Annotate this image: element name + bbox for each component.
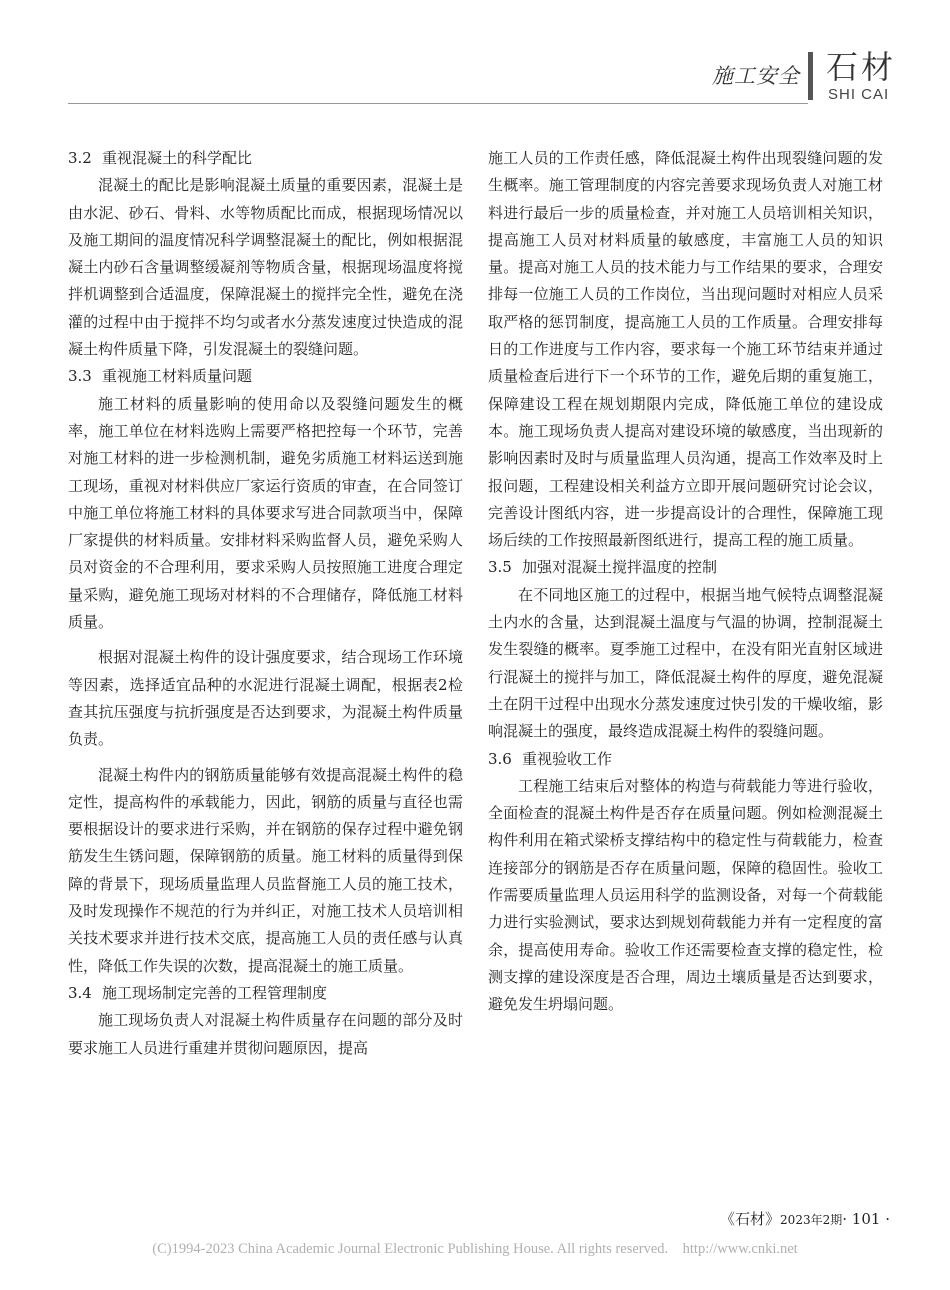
header-divider: [808, 52, 813, 100]
footer-journal: 《石材》: [720, 1210, 781, 1228]
page-footer: [720, 1208, 890, 1229]
right-column: [488, 145, 883, 1019]
header-rule: [68, 103, 808, 104]
copyright-line: (C)1994-2023 China Academic Journal Electronic Publishing House. All rights reserved. http://www.cnki.net: [152, 1241, 798, 1257]
paragraph: 施工现场负责人对混凝土构件质量存在问题的部分及时要求施工人员进行重建并贯彻问题原因，提高: [68, 1011, 463, 1057]
section-title: 施工安全: [712, 64, 800, 88]
journal-name-en: SHI CAI: [828, 86, 890, 103]
section-heading-3-3: 3.3 重视施工材料质量问题: [68, 367, 253, 386]
paragraph: 施工材料的质量影响的使用命以及裂缝问题发生的概率，施工单位在材料选购上需要严格把控每一个环节，完善对施工材料的进一步检测机制，避免劣质施工材料运送到施工现场，重视对材料供应厂家运行资质的审查，在合同签订中施工单位将施工材料的具体要求写进合同款项当中，保障厂家提供的材料质量。安排材料采购监督人员，避免采购人员对资金的不合理利用，要求采购人员按照施工进度合理定量采购，避免施工现场对材料的不合理储存，降低施工材料质量。: [68, 394, 463, 632]
paragraph: 根据对混凝土构件的设计强度要求，结合现场工作环境等因素，选择适宜品种的水泥进行混凝土调配，根据表2检查其抗压强度与抗折强度是否达到要求，为混凝土构件质量负责。: [68, 648, 463, 749]
left-column: [68, 145, 463, 1062]
section-heading-3-4: 3.4 施工现场制定完善的工程管理制度: [68, 983, 328, 1002]
journal-name-cn: 石材: [826, 48, 897, 86]
footer-dot: ·: [842, 1210, 848, 1228]
paragraph: 工程施工结束后对整体的构造与荷载能力等进行验收，全面检查的混凝土构件是否存在质量问题。例如检测混凝土构件利用在箱式梁桥支撑结构中的稳定性与荷载能力，检查连接部分的钢筋是否存在质量问题，保障的稳固性。验收工作需要质量监理人员运用科学的监测设备，对每一个荷载能力进行实验测试，要求达到规划荷载能力并有一定程度的富余，提高使用寿命。验收工作还需要检查支撑的稳定性，检测支撑的建设深度是否合理，周边土壤质量是否达到要求，避免发生坍塌问题。: [488, 776, 883, 1014]
section-heading-3-6: 3.6 重视验收工作: [488, 749, 613, 768]
page-header: [0, 0, 950, 110]
paragraph-continued: 施工人员的工作责任感，降低混凝土构件出现裂缝问题的发生概率。施工管理制度的内容完善要求现场负责人对施工材料进行最后一步的质量检查，并对施工人员培训相关知识，提高施工人员对材料质量的敏感度，丰富施工人员的知识量。提高对施工人员的技术能力与工作结果的要求，合理安排每一位施工人员的工作岗位，当出现问题时对相应人员采取严格的惩罚制度，提高施工人员的工作质量。合理安排每日的工作进度与工作内容，要求每一个施工环节结束并通过质量检查后进行下一个环节的工作，避免后期的重复施工，保障建设工程在规划期限内完成，降低施工单位的建设成本。施工现场负责人提高对建设环境的敏感度，当出现新的影响因素时及时与质量监理人员沟通，提高工作效率及时上报问题，工程建设相关利益方立即开展问题研究讨论会议，完善设计图纸内容，进一步提高设计的合理性，保障施工现场后续的工作按照最新图纸进行，提高工程的施工质量。: [488, 149, 883, 550]
footer-issue: 2023年2期: [780, 1213, 843, 1227]
paragraph: 混凝土构件内的钢筋质量能够有效提高混凝土构件的稳定性，提高构件的承载能力，因此，钢筋的质量与直径也需要根据设计的要求进行采购，并在钢筋的保存过程中避免钢筋发生生锈问题，保障钢筋的质量。施工材料的质量得到保障的背景下，现场质量监理人员监督施工人员的施工技术，及时发现操作不规范的行为并纠正，对施工技术人员培训相关技术要求并进行技术交底，提高施工人员的责任感与认真性，降低工作失误的次数，提高混凝土的施工质量。: [68, 765, 463, 975]
section-heading-3-2: 3.2 重视混凝土的科学配比: [68, 149, 253, 167]
paragraph: 混凝土的配比是影响混凝土质量的重要因素，混凝土是由水泥、砂石、骨料、水等物质配比而成，根据现场情况以及施工期间的温度情况科学调整混凝土的配比，例如根据混凝土内砂石含量调整缓凝剂等物质含量，根据现场温度将搅拌机调整到合适温度，保障混凝土的搅拌完全性，避免在浇灌的过程中由于搅拌不均匀或者水分蒸发速度过快造成的混凝土构件质量下降，引发混凝土的裂缝问题。: [68, 176, 463, 359]
section-heading-3-5: 3.5 加强对混凝土搅拌温度的控制: [488, 558, 718, 577]
page-number: 101: [851, 1210, 881, 1228]
footer-dot-end: ·: [885, 1210, 890, 1228]
paragraph: 在不同地区施工的过程中，根据当地气候特点调整混凝土内水的含量，达到混凝土温度与气温的协调，控制混凝土发生裂缝的概率。夏季施工过程中，在没有阳光直射区域进行混凝土的搅拌与加工，降低混凝土构件的厚度，避免混凝土在阴干过程中出现水分蒸发速度过快引发的干燥收缩，影响混凝土的强度，最终造成混凝土构件的裂缝问题。: [488, 585, 883, 741]
